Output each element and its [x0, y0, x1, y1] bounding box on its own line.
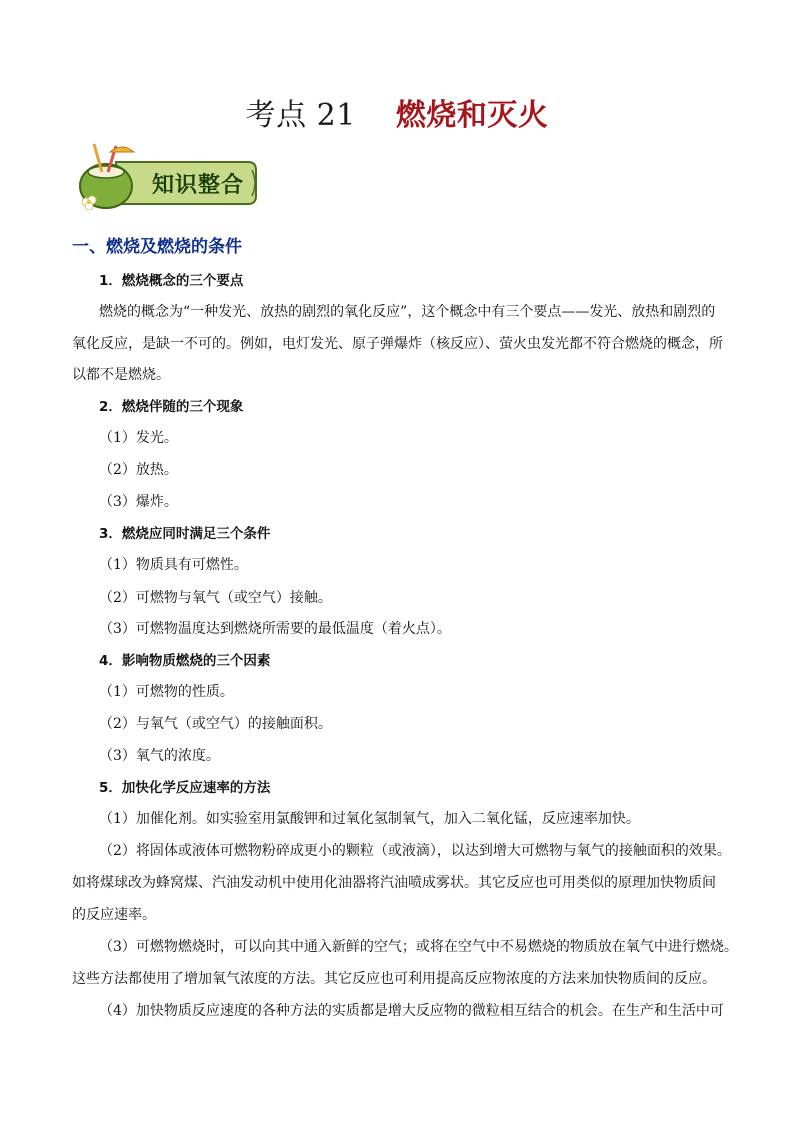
list-item: （2）与氧气（或空气）的接触面积。: [99, 716, 332, 732]
list-item: （2）可燃物与氧气（或空气）接触。: [99, 590, 332, 606]
list-item: （1）物质具有可燃性。: [99, 557, 248, 573]
paragraph-line: 如将煤球改为蜂窝煤、汽油发动机中使用化油器将汽油喷成雾状。其它反应也可用类似的原理加快物质间: [72, 875, 716, 891]
knowledge-badge: [72, 140, 260, 210]
paragraph-line: 的反应速率。: [72, 907, 156, 923]
list-item: （3）氧气的浓度。: [99, 748, 220, 764]
list-item: （4）加快物质反应速度的各种方法的实质都是增大反应物的微粒相互结合的机会。在生产和生活中可: [99, 1003, 724, 1019]
subheading-3: 3．燃烧应同时满足三个条件: [99, 526, 271, 542]
list-item: （3）爆炸。: [99, 494, 178, 510]
badge-label: 知识整合: [152, 172, 245, 198]
list-item: （1）可燃物的性质。: [99, 684, 234, 700]
page-title: [0, 96, 794, 136]
list-item: （1）发光。: [99, 430, 178, 446]
paragraph-line: 这些方法都使用了增加氧气浓度的方法。其它反应也可利用提高反应物浓度的方法来加快物质间的反应。: [72, 971, 716, 987]
section-heading: 一、燃烧及燃烧的条件: [72, 237, 242, 257]
subheading-4: 4．影响物质燃烧的三个因素: [99, 653, 271, 669]
subheading-5: 5．加快化学反应速率的方法: [99, 780, 271, 796]
list-item: （3）可燃物温度达到燃烧所需要的最低温度（着火点）。: [99, 621, 451, 637]
list-item: （2）将固体或液体可燃物粉碎成更小的颗粒（或液滴），以达到增大可燃物与氧气的接触面积的效果。: [99, 843, 731, 859]
list-item: （3）可燃物燃烧时，可以向其中通入新鲜的空气；或将在空气中不易燃烧的物质放在氧气中进行燃烧。: [99, 939, 738, 955]
paragraph-line: 氧化反应，是缺一不可的。例如，电灯发光、原子弹爆炸（核反应）、萤火虫发光都不符合燃烧的概念，所: [72, 336, 723, 352]
title-main: 燃烧和灭火: [395, 98, 549, 133]
subheading-1: 1．燃烧概念的三个要点: [99, 273, 244, 289]
title-prefix: 考点 21: [245, 98, 356, 133]
list-item: （1）加催化剂。如实验室用氯酸钾和过氧化氢制氧气，加入二氧化锰，反应速率加快。: [99, 811, 640, 827]
subheading-2: 2．燃烧伴随的三个现象: [99, 399, 244, 415]
list-item: （2）放热。: [99, 462, 178, 478]
paragraph-line: 以都不是燃烧。: [72, 367, 170, 383]
paragraph-line: 燃烧的概念为“一种发光、放热的剧烈的氧化反应”，这个概念中有三个要点——发光、放热和剧烈的: [99, 304, 716, 320]
